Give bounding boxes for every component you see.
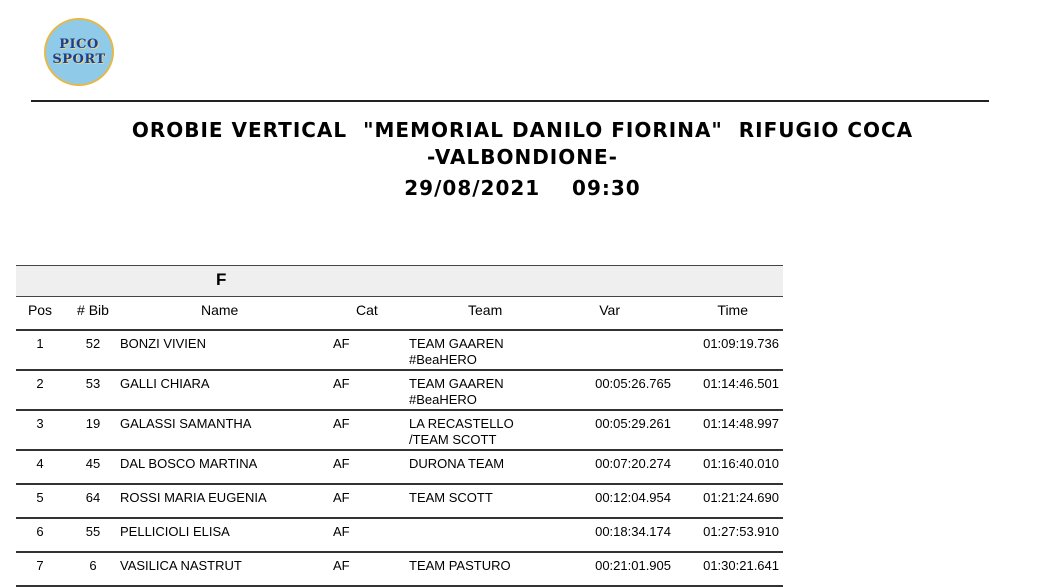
- cell-bib: 19: [85, 416, 101, 431]
- cell-name: GALASSI SAMANTHA: [120, 416, 252, 431]
- cell-var: 00:05:29.261: [595, 416, 671, 431]
- col-header-name: Name: [201, 302, 239, 318]
- cell-name: ROSSI MARIA EUGENIA: [120, 490, 267, 505]
- col-header-var: Var: [599, 302, 620, 318]
- cell-team: TEAM PASTURO: [409, 558, 511, 573]
- cell-team: TEAM SCOTT: [409, 490, 493, 505]
- cell-var: 00:18:34.174: [595, 524, 671, 539]
- cell-time: 01:14:48.997: [703, 416, 779, 431]
- cell-pos: 6: [36, 524, 44, 539]
- cell-name: DAL BOSCO MARTINA: [120, 456, 258, 471]
- cell-time: 01:14:46.501: [703, 376, 779, 391]
- col-header-time: Time: [717, 302, 748, 318]
- cell-time: 01:30:21.641: [703, 558, 779, 573]
- cell-name: GALLI CHIARA: [120, 376, 210, 391]
- table-row: [16, 553, 783, 587]
- cell-time: 01:27:53.910: [703, 524, 779, 539]
- cell-time: 01:21:24.690: [703, 490, 779, 505]
- table-row: [16, 411, 783, 451]
- cell-name: BONZI VIVIEN: [120, 336, 206, 351]
- cell-team: DURONA TEAM: [409, 456, 505, 471]
- logo-text-line1: PICO: [59, 37, 99, 52]
- results-table: [16, 265, 783, 587]
- cell-team: TEAM GAAREN #BeaHERO: [409, 376, 504, 407]
- col-header-team: Team: [468, 302, 503, 318]
- cell-cat: AF: [333, 456, 350, 471]
- cell-bib: 6: [89, 558, 97, 573]
- cell-name: VASILICA NASTRUT: [120, 558, 242, 573]
- cell-cat: AF: [333, 376, 350, 391]
- cell-cat: AF: [333, 558, 350, 573]
- cell-bib: 53: [85, 376, 101, 391]
- cell-var: 00:12:04.954: [595, 490, 671, 505]
- cell-team: LA RECASTELLO /TEAM SCOTT: [409, 416, 514, 447]
- group-label: F: [216, 270, 227, 289]
- table-row: [16, 451, 783, 485]
- cell-time: 01:16:40.010: [703, 456, 779, 471]
- cell-pos: 2: [36, 376, 44, 391]
- cell-bib: 55: [85, 524, 101, 539]
- cell-team: TEAM GAAREN #BeaHERO: [409, 336, 504, 367]
- cell-bib: 64: [85, 490, 101, 505]
- group-band: [16, 265, 783, 297]
- table-row: [16, 371, 783, 411]
- cell-pos: 5: [36, 490, 44, 505]
- cell-var: 00:21:01.905: [595, 558, 671, 573]
- cell-name: PELLICIOLI ELISA: [120, 524, 230, 539]
- cell-pos: 7: [36, 558, 44, 573]
- cell-cat: AF: [333, 524, 350, 539]
- pico-sport-logo: [44, 18, 114, 86]
- cell-cat: AF: [333, 490, 350, 505]
- cell-pos: 3: [36, 416, 44, 431]
- cell-pos: 1: [36, 336, 44, 351]
- col-header-cat: Cat: [356, 302, 378, 318]
- table-row: [16, 485, 783, 519]
- event-datetime: 29/08/2021 09:30: [404, 176, 641, 200]
- table-row: [16, 331, 783, 371]
- logo-text-line2: SPORT: [52, 52, 106, 67]
- cell-bib: 52: [85, 336, 101, 351]
- header-divider: [31, 100, 989, 102]
- col-header-bib: # Bib: [77, 302, 109, 318]
- table-body: [16, 331, 783, 587]
- cell-time: 01:09:19.736: [703, 336, 779, 351]
- event-title: OROBIE VERTICAL "MEMORIAL DANILO FIORINA" RIFUGIO COCA: [131, 118, 914, 142]
- cell-bib: 45: [85, 456, 101, 471]
- cell-var: 00:07:20.274: [595, 456, 671, 471]
- cell-var: 00:05:26.765: [595, 376, 671, 391]
- cell-cat: AF: [333, 336, 350, 351]
- col-header-pos: Pos: [27, 302, 53, 318]
- table-header: [16, 297, 783, 331]
- event-location: -VALBONDIONE-: [427, 145, 618, 169]
- table-row: [16, 519, 783, 553]
- cell-cat: AF: [333, 416, 350, 431]
- cell-pos: 4: [36, 456, 44, 471]
